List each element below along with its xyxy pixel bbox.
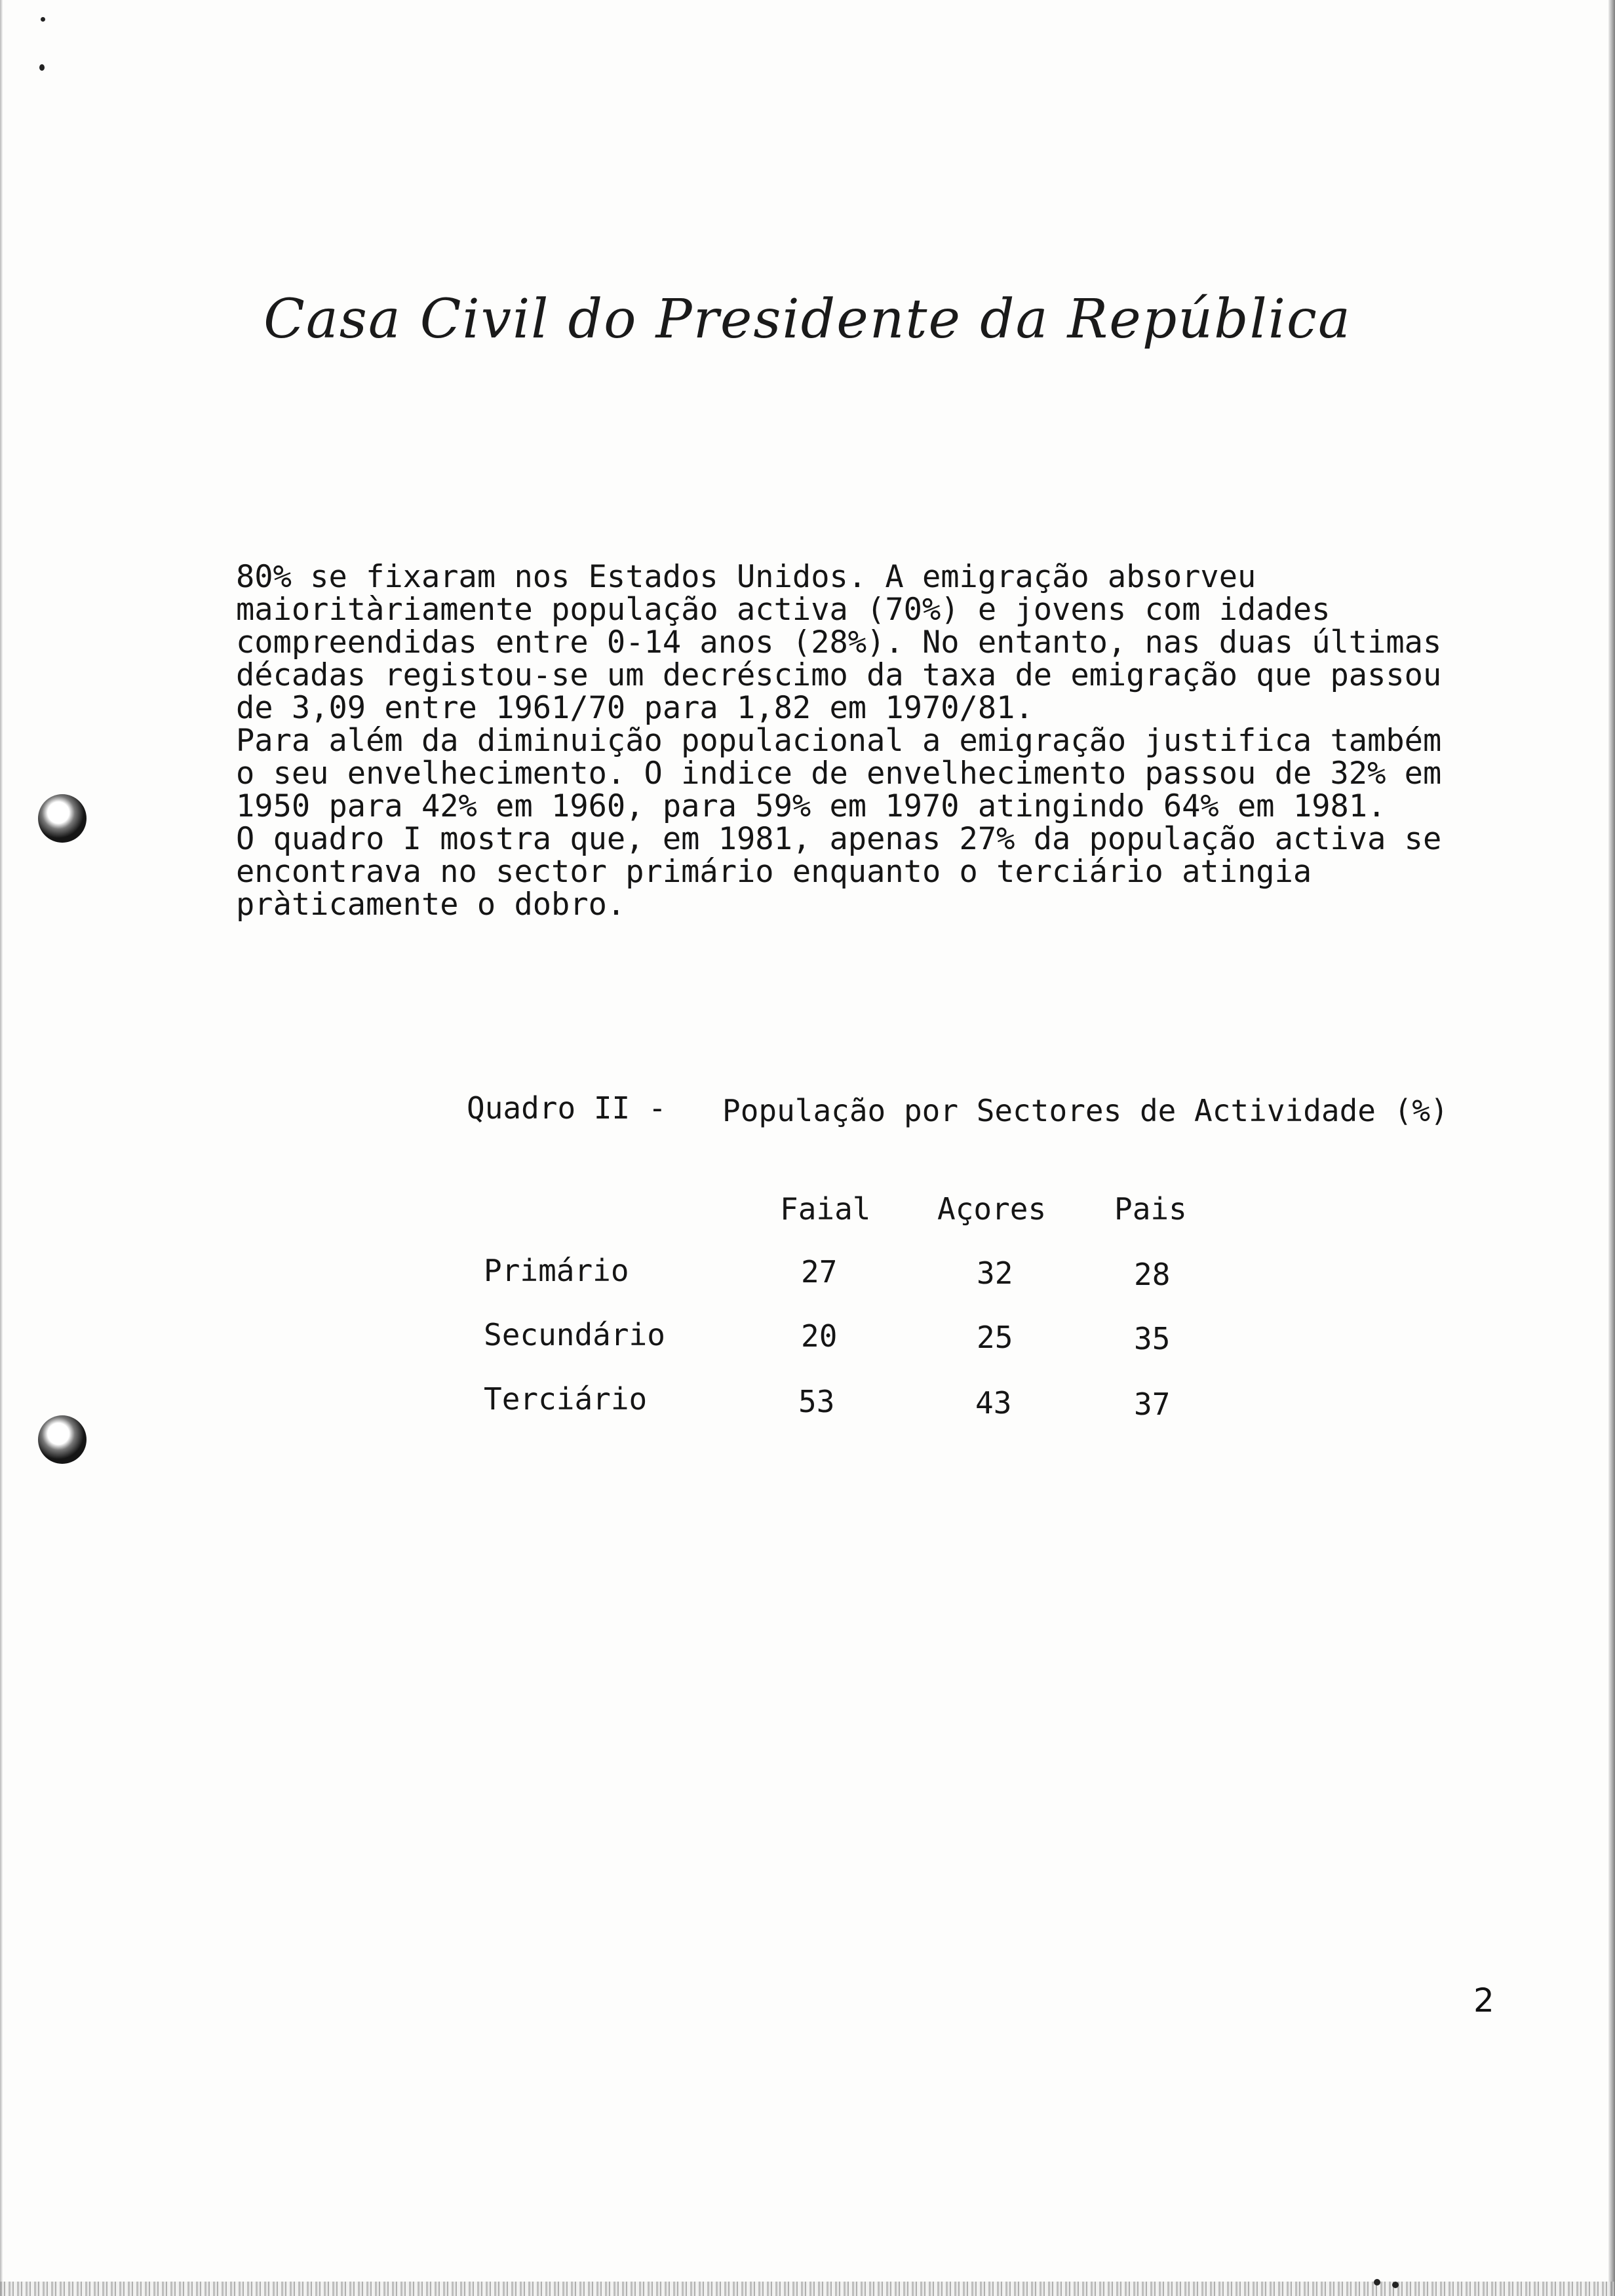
paragraph-line: 1950 para 42% em 1960, para 59% em 1970 atingindo 64% em 1981. xyxy=(236,788,1386,824)
table-cell: 53 xyxy=(798,1384,835,1419)
row-label: Primário xyxy=(484,1253,629,1288)
table-cell: 32 xyxy=(977,1255,1013,1291)
paragraph-line: Para além da diminuição populacional a emigração justifica também xyxy=(236,723,1442,759)
page-number: 2 xyxy=(1473,1981,1494,2019)
column-header-pais: Pais xyxy=(1114,1191,1187,1227)
scan-speck xyxy=(39,64,45,71)
scan-speck xyxy=(41,17,45,22)
body-paragraph xyxy=(236,561,1521,921)
scan-speck xyxy=(1392,2282,1399,2288)
punch-hole-icon xyxy=(38,1415,87,1464)
table-label: Quadro II - xyxy=(467,1090,667,1126)
paragraph-line: compreendidas entre 0-14 anos (28%). No entanto, nas duas últimas xyxy=(236,624,1442,660)
scan-speck xyxy=(1374,2279,1380,2286)
table-cell: 20 xyxy=(801,1318,838,1354)
paragraph-line: maioritàriamente população activa (70%) e jovens com idades xyxy=(236,592,1331,628)
paragraph-line: encontrava no sector primário enquanto o terciário atingia xyxy=(236,854,1312,890)
table-title: População por Sectores de Actividade (%) xyxy=(722,1093,1449,1128)
letterhead: Casa Civil do Presidente da República xyxy=(263,288,1352,351)
column-header-acores: Açores xyxy=(937,1191,1047,1227)
paragraph-line: o seu envelhecimento. O indice de envelhecimento passou de 32% em xyxy=(236,756,1442,792)
row-label: Terciário xyxy=(484,1381,648,1417)
paragraph-line: pràticamente o dobro. xyxy=(236,887,626,923)
paragraph-line: décadas registou-se um decréscimo da taxa de emigração que passou xyxy=(236,657,1442,693)
scan-bottom-noise xyxy=(0,2282,1615,2296)
row-label: Secundário xyxy=(484,1317,665,1352)
table-cell: 43 xyxy=(975,1385,1012,1421)
punch-hole-icon xyxy=(38,794,87,843)
table-cell: 35 xyxy=(1134,1321,1171,1356)
paragraph-line: de 3,09 entre 1961/70 para 1,82 em 1970/81. xyxy=(236,690,1034,726)
paragraph-line: O quadro I mostra que, em 1981, apenas 27% da população activa se xyxy=(236,821,1442,857)
paragraph-line: 80% se fixaram nos Estados Unidos. A emigração absorveu xyxy=(236,559,1256,595)
column-header-faial: Faial xyxy=(780,1191,871,1227)
table-cell: 27 xyxy=(801,1254,838,1290)
table-cell: 37 xyxy=(1134,1387,1171,1422)
table-cell: 25 xyxy=(977,1320,1013,1355)
table-cell: 28 xyxy=(1134,1257,1171,1292)
